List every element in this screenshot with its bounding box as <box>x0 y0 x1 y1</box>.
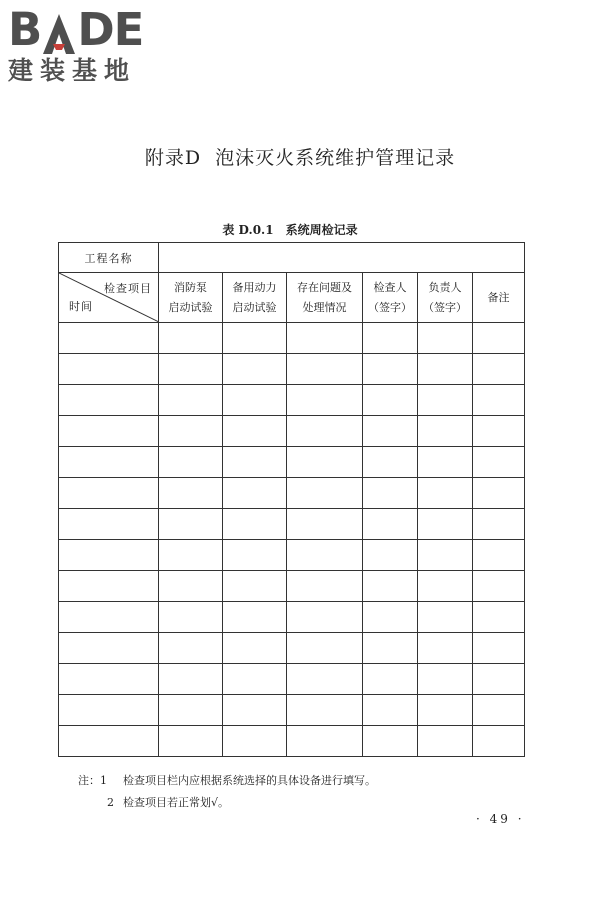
table-cell[interactable] <box>159 354 223 385</box>
column-header-inspector <box>363 273 418 323</box>
appendix-title: 泡沫灭火系统维护管理记录 <box>215 147 456 169</box>
table-cell[interactable] <box>159 726 223 757</box>
table-cell[interactable] <box>287 509 363 540</box>
table-cell[interactable] <box>159 695 223 726</box>
table-cell[interactable] <box>287 416 363 447</box>
table-cell[interactable] <box>363 385 418 416</box>
table-cell[interactable] <box>363 509 418 540</box>
column-header-line1: 检查人 <box>373 280 407 294</box>
table-cell[interactable] <box>473 602 525 633</box>
date-cell[interactable] <box>59 509 159 540</box>
note-2 <box>78 792 376 814</box>
date-cell[interactable] <box>59 416 159 447</box>
diagonal-header-cell <box>59 273 159 323</box>
table-row <box>59 664 525 695</box>
column-header-remarks <box>473 273 525 323</box>
column-header-issues <box>287 273 363 323</box>
column-header-line2: （签字） <box>423 300 467 314</box>
table-cell[interactable] <box>287 354 363 385</box>
table-cell[interactable] <box>418 478 473 509</box>
table-cell[interactable] <box>159 540 223 571</box>
table-cell[interactable] <box>223 602 287 633</box>
header-row <box>59 273 525 323</box>
table-cell[interactable] <box>418 416 473 447</box>
logo-subtitle: 建装基地 <box>8 56 137 85</box>
table-row <box>59 354 525 385</box>
table-cell[interactable] <box>223 664 287 695</box>
table-cell[interactable] <box>223 416 287 447</box>
record-table <box>58 242 525 757</box>
diagonal-bottom-label: 时间 <box>69 300 93 313</box>
column-header-line1: 存在问题及 <box>297 280 352 294</box>
table-row <box>59 416 525 447</box>
logo-wordmark <box>8 3 173 56</box>
table-cell[interactable] <box>473 726 525 757</box>
table-cell[interactable] <box>223 385 287 416</box>
table-cell[interactable] <box>418 726 473 757</box>
table-cell[interactable] <box>473 323 525 354</box>
table-cell[interactable] <box>473 447 525 478</box>
table-cell[interactable] <box>159 664 223 695</box>
table-cell[interactable] <box>363 664 418 695</box>
project-name-label: 工程名称 <box>59 243 159 273</box>
table-cell[interactable] <box>473 633 525 664</box>
table-row <box>59 478 525 509</box>
table-cell[interactable] <box>223 447 287 478</box>
table-cell[interactable] <box>287 478 363 509</box>
table-cell[interactable] <box>418 540 473 571</box>
table-cell[interactable] <box>418 571 473 602</box>
date-cell[interactable] <box>59 323 159 354</box>
table-cell[interactable] <box>223 509 287 540</box>
table-cell[interactable] <box>287 323 363 354</box>
date-cell[interactable] <box>59 385 159 416</box>
table-cell[interactable] <box>473 664 525 695</box>
table-cell[interactable] <box>223 354 287 385</box>
table-cell[interactable] <box>418 664 473 695</box>
column-header-line1: 负责人 <box>428 280 462 294</box>
table-cell[interactable] <box>159 602 223 633</box>
table-cell[interactable] <box>473 354 525 385</box>
date-cell[interactable] <box>59 478 159 509</box>
table-cell[interactable] <box>473 571 525 602</box>
appendix-code: 附录D <box>144 147 202 169</box>
table-cell[interactable] <box>159 571 223 602</box>
table-cell[interactable] <box>287 633 363 664</box>
column-header-line1: 备用动力 <box>232 280 277 294</box>
table-cell[interactable] <box>287 695 363 726</box>
table-row <box>59 509 525 540</box>
table-cell[interactable] <box>287 664 363 695</box>
table-cell[interactable] <box>473 478 525 509</box>
table-cell[interactable] <box>223 695 287 726</box>
logo-letters-de: DE <box>77 3 144 56</box>
table-row <box>59 385 525 416</box>
table-cell[interactable] <box>159 385 223 416</box>
table-cell[interactable] <box>287 540 363 571</box>
table-cell[interactable] <box>473 695 525 726</box>
date-cell[interactable] <box>59 695 159 726</box>
project-name-field[interactable] <box>159 243 525 273</box>
logo-a-mark <box>42 12 76 56</box>
table-cell[interactable] <box>287 602 363 633</box>
date-cell[interactable] <box>59 664 159 695</box>
table-cell[interactable] <box>223 571 287 602</box>
column-header-line2: 处理情况 <box>302 300 347 314</box>
table-cell[interactable] <box>287 447 363 478</box>
table-cell[interactable] <box>473 416 525 447</box>
project-row <box>59 243 525 273</box>
table-row <box>59 726 525 757</box>
date-cell[interactable] <box>59 571 159 602</box>
table-cell[interactable] <box>159 447 223 478</box>
table-cell[interactable] <box>418 633 473 664</box>
table-row <box>59 571 525 602</box>
table-cell[interactable] <box>159 633 223 664</box>
table-row <box>59 540 525 571</box>
column-header-responsible <box>418 273 473 323</box>
table-code: 表 D.0.1 <box>222 223 274 237</box>
date-cell[interactable] <box>59 633 159 664</box>
table-cell[interactable] <box>363 354 418 385</box>
table-cell[interactable] <box>418 323 473 354</box>
table-row <box>59 602 525 633</box>
date-cell[interactable] <box>59 602 159 633</box>
table-cell[interactable] <box>159 509 223 540</box>
table-cell[interactable] <box>473 540 525 571</box>
page-title <box>0 143 600 170</box>
table-cell[interactable] <box>363 726 418 757</box>
column-header-fire-pump <box>159 273 223 323</box>
date-cell[interactable] <box>59 447 159 478</box>
table-cell[interactable] <box>418 509 473 540</box>
table-caption-text: 系统周检记录 <box>285 223 358 237</box>
column-header-line1: 消防泵 <box>174 280 207 294</box>
logo <box>8 3 173 88</box>
table-cell[interactable] <box>363 416 418 447</box>
table-cell[interactable] <box>287 385 363 416</box>
table-cell[interactable] <box>418 354 473 385</box>
table-cell[interactable] <box>223 323 287 354</box>
diagonal-top-label: 检查项目 <box>104 282 152 295</box>
table-cell[interactable] <box>473 385 525 416</box>
table-cell[interactable] <box>418 385 473 416</box>
date-cell[interactable] <box>59 540 159 571</box>
table-cell[interactable] <box>363 478 418 509</box>
table-cell[interactable] <box>223 726 287 757</box>
table-cell[interactable] <box>418 602 473 633</box>
page-number: · 49 · <box>476 812 525 826</box>
table-cell[interactable] <box>223 478 287 509</box>
table-cell[interactable] <box>363 695 418 726</box>
table-cell[interactable] <box>287 726 363 757</box>
table-cell[interactable] <box>363 540 418 571</box>
column-header-backup-power <box>223 273 287 323</box>
column-header-line2: 启动试验 <box>168 300 213 314</box>
table-row <box>59 633 525 664</box>
note-2-text: 检查项目若正常划√。 <box>123 796 230 809</box>
table-cell[interactable] <box>473 509 525 540</box>
note-prefix: 注：1 <box>78 774 107 787</box>
table-cell[interactable] <box>418 695 473 726</box>
table-cell[interactable] <box>363 633 418 664</box>
column-header-line2: 启动试验 <box>232 300 277 314</box>
logo-letter-b: B <box>8 3 42 56</box>
table-cell[interactable] <box>223 633 287 664</box>
column-header-line1: 备注 <box>487 290 510 304</box>
date-cell[interactable] <box>59 726 159 757</box>
table-cell[interactable] <box>287 571 363 602</box>
table-row <box>59 323 525 354</box>
table-cell[interactable] <box>363 447 418 478</box>
table-caption <box>0 221 580 238</box>
table-cell[interactable] <box>159 416 223 447</box>
note-1-text: 检查项目栏内应根据系统选择的具体设备进行填写。 <box>123 774 376 787</box>
note-2-number: 2 <box>107 796 114 809</box>
table-cell[interactable] <box>418 447 473 478</box>
table-notes <box>78 770 376 814</box>
table-row <box>59 695 525 726</box>
table-cell[interactable] <box>363 602 418 633</box>
logo-letter-a <box>42 10 76 54</box>
table-cell[interactable] <box>159 323 223 354</box>
table-cell[interactable] <box>363 571 418 602</box>
note-1 <box>78 770 376 792</box>
column-header-line2: （签字） <box>368 300 412 314</box>
table-row <box>59 447 525 478</box>
date-cell[interactable] <box>59 354 159 385</box>
table-cell[interactable] <box>159 478 223 509</box>
table-cell[interactable] <box>363 323 418 354</box>
table-cell[interactable] <box>223 540 287 571</box>
